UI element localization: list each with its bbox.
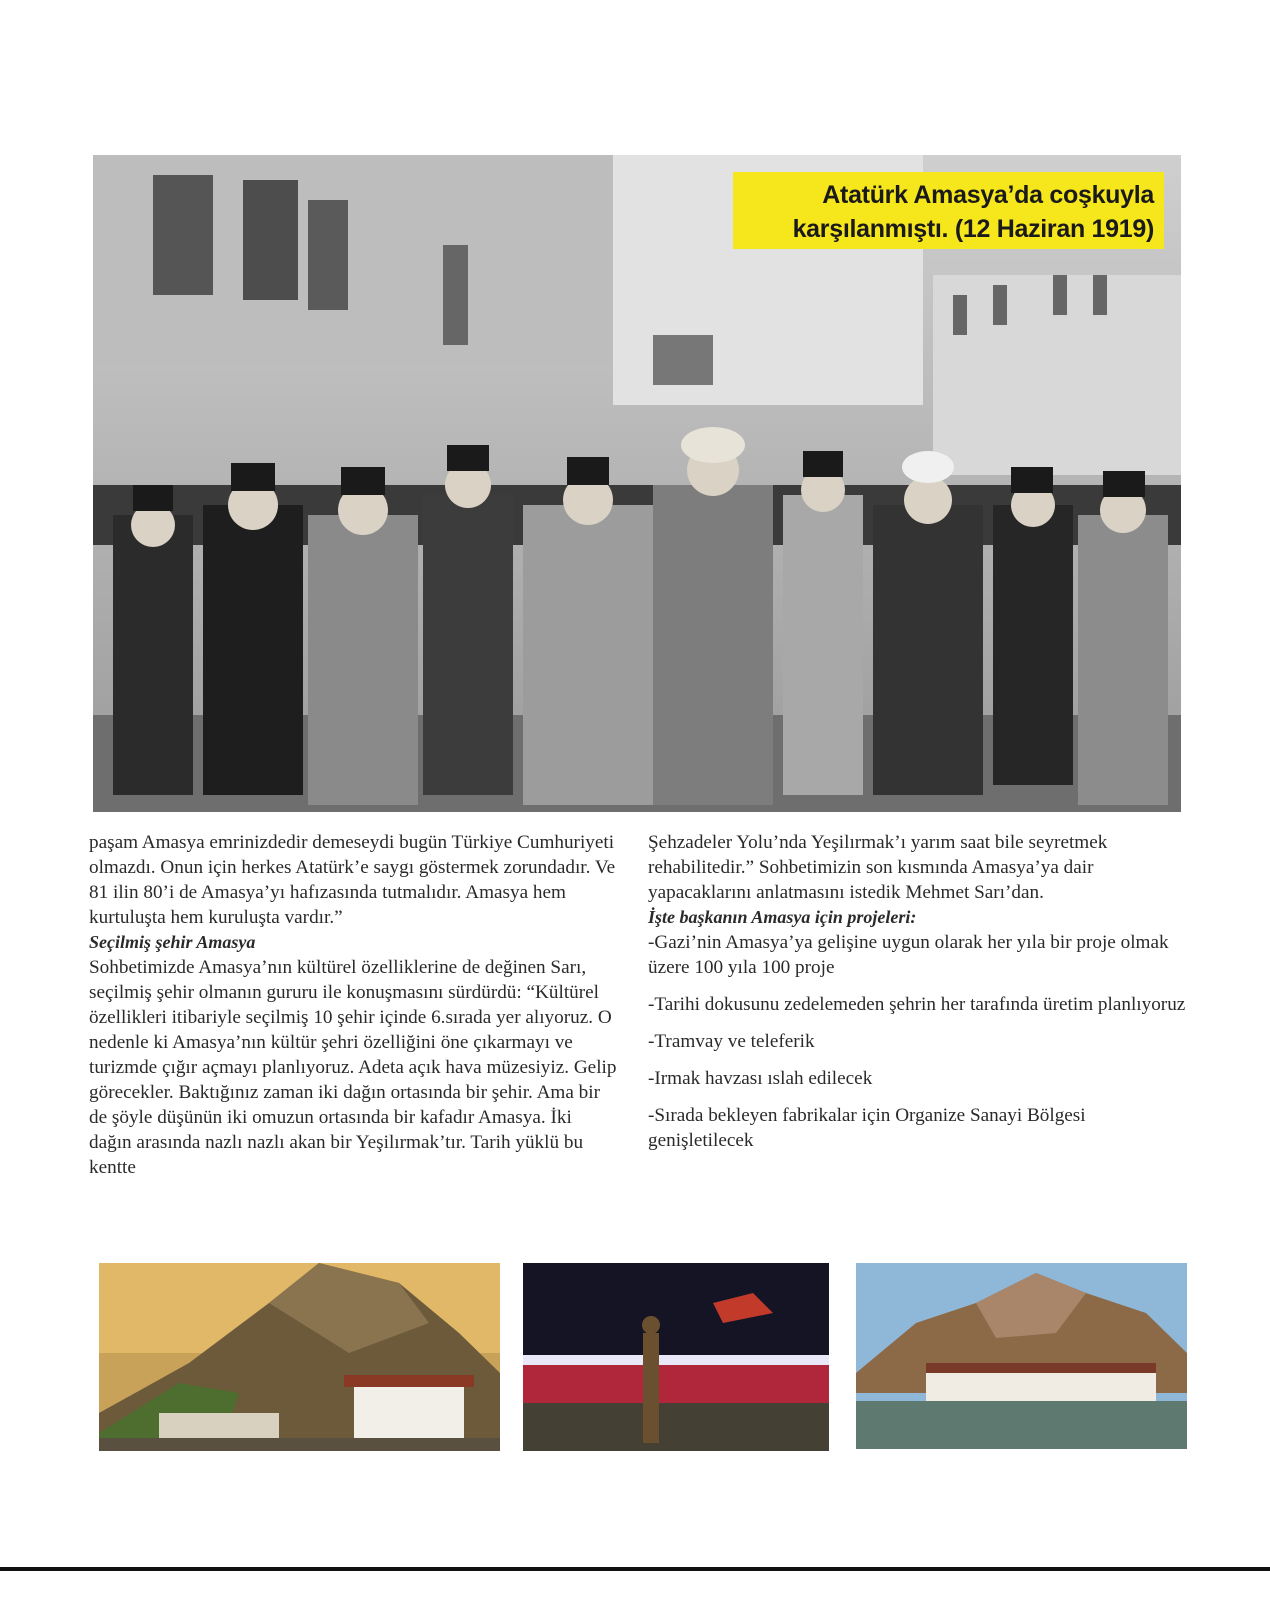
caption-line-2: karşılanmıştı. (12 Haziran 1919) <box>792 215 1154 243</box>
right-paragraph-1: Şehzadeler Yolu’nda Yeşilırmak’ı yarım saat bile seyretmek rehabilitedir.” Sohbetimizin son kısmında Amasya’ya dair yapacaklarını anlatmasını istedik Mehmet Sarı’dan. <box>648 832 1108 903</box>
list-item: -Gazi’nin Amasya’ya gelişine uygun olarak her yıla bir proje olmak üzere 100 yıla 100 proje <box>648 932 1169 978</box>
list-item: -Tarihi dokusunu zedelemeden şehrin her tarafında üretim planlıyoruz <box>648 994 1186 1015</box>
page-bottom-rule <box>0 1567 1270 1571</box>
caption-line-1: Atatürk Amasya’da coşkuyla <box>822 181 1154 209</box>
left-subheading: Seçilmiş şehir Amasya <box>89 932 256 952</box>
amasya-mountain-photo <box>99 1263 500 1451</box>
right-subheading: İşte başkanın Amasya için projeleri: <box>648 907 917 927</box>
left-paragraph-1: paşam Amasya emrinizdedir demeseydi bugün Türkiye Cumhuriyeti olmazdı. Onun için herkes Atatürk’e saygı göstermek zorundadır. Ve 81 ilin 80’i de Amasya’yı hafızasında tutmalıdır. Amasya hem kurtuluşta hem kuruluşta vardır.” <box>89 832 616 928</box>
list-item: -Irmak havzası ıslah edilecek <box>648 1068 873 1089</box>
amasya-night-photo <box>523 1263 829 1451</box>
left-column <box>89 830 619 1180</box>
right-column <box>648 830 1188 1153</box>
historical-photo <box>93 155 1181 812</box>
list-item: -Sırada bekleyen fabrikalar için Organize Sanayi Bölgesi genişletilecek <box>648 1105 1086 1151</box>
left-paragraph-2: Sohbetimizde Amasya’nın kültürel özelliklerine de değinen Sarı, seçilmiş şehir olmanın gururu ile konuşmasını sürdürdü: “Kültürel özellikleri itibariyle seçilmiş 10 şehir içinde 6.sırada yer alıyoruz. O nedenle ki Amasya’nın kültür şehri özelliğini öne çıkarmayı ve turizmde çığır açmayı planlıyoruz. Adeta açık hava müzesiyiz. Gelip görecekler. Baktığınız zaman iki dağın ortasında bir şehir. Ama bir de şöyle düşünün iki omuzun ortasında bir kafadır Amasya. İki dağın arasında nazlı nazlı akan bir Yeşilırmak’tır. Tarih yüklü bu kentte <box>89 957 617 1178</box>
amasya-riverside-photo <box>856 1263 1187 1449</box>
list-item: -Tramvay ve teleferik <box>648 1031 815 1052</box>
photo-caption <box>733 172 1164 249</box>
